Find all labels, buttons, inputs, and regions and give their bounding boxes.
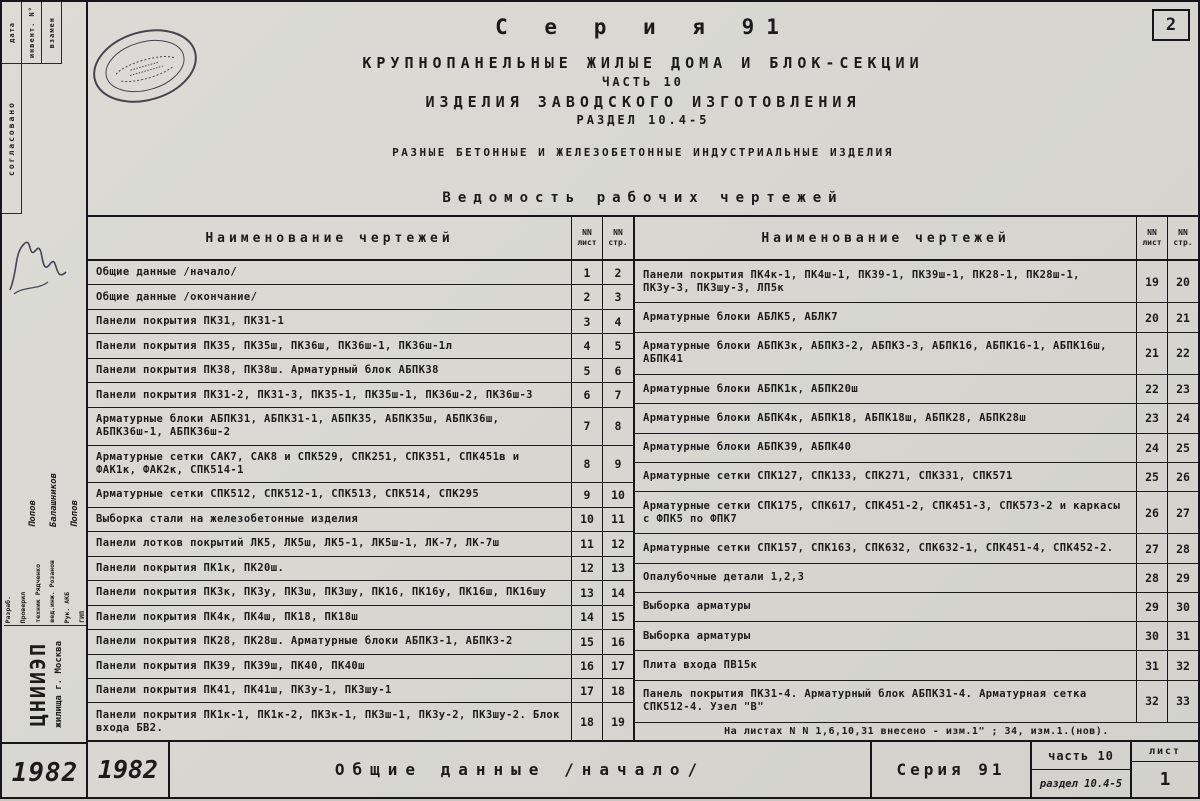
table-row (88, 382, 633, 406)
sheet-number: 31 (1136, 651, 1167, 679)
table-row (635, 592, 1198, 621)
sheet-column-header (1136, 217, 1167, 259)
table-row (88, 333, 633, 357)
drawing-name: Арматурные сетки СПК157, СПК163, СПК632, СПК632-1, СПК451-4, СПК452-2. (643, 541, 1114, 554)
table-row (88, 678, 633, 702)
page-number-cell: 7 (602, 383, 633, 406)
table-row (88, 605, 633, 629)
page-number-cell: 2 (602, 261, 633, 284)
table-row (88, 556, 633, 580)
table-row (88, 445, 633, 483)
sheet-header-bottom: лист (577, 238, 597, 247)
drawing-name: Арматурные сетки СПК512, СПК512-1, СПК513, СПК514, СПК295 (96, 488, 480, 501)
sheet-number: 22 (1136, 375, 1167, 403)
part-label: часть 10 (1032, 742, 1130, 770)
table-row (88, 702, 633, 740)
document-header (88, 2, 1198, 215)
role-label: Рук. АКБ (63, 591, 72, 623)
sheet-number: 26 (1136, 492, 1167, 533)
title-block-year: 1982 (88, 742, 170, 797)
sheet-number: 3 (571, 310, 602, 333)
title-block-doc-title: Общие данные /начало/ (170, 742, 872, 797)
table-header-right (635, 217, 1198, 261)
left-sidebar (2, 2, 88, 797)
sheet-number: 14 (571, 606, 602, 629)
drawing-name: Панели покрытия ПК41, ПК41ш, ПК3у-1, ПК3шу-1 (96, 684, 392, 697)
table-row (635, 403, 1198, 432)
agreed-label: согласовано (7, 101, 16, 176)
drawing-name: Панель покрытия ПК31-4. Арматурный блок АБПК31-4. Арматурная сетка СПК512-4. Узел "В" (643, 688, 1087, 714)
sheet-header-bottom: лист (1142, 238, 1162, 247)
drawing-name: Арматурные сетки САК7, САК8 и СПК529, СПК251, СПК351, СПК451в и ФАК1к, ФАК2к, СПК514-1 (96, 450, 520, 476)
table-row (88, 654, 633, 678)
table-header-left (88, 217, 633, 261)
table-row (635, 680, 1198, 722)
page-number-cell: 22 (1167, 333, 1198, 374)
drawing-name: Выборка стали на железобетонные изделия (96, 512, 359, 525)
sheet-number: 24 (1136, 434, 1167, 462)
sheet-number: 8 (571, 446, 602, 483)
table-row (88, 531, 633, 555)
sheet-number: 32 (1136, 681, 1167, 722)
sheet-label: лист (1132, 742, 1198, 762)
table-title: Ведомость рабочих чертежей (442, 190, 844, 206)
drawing-name: Арматурные блоки АБПК31, АБПК31-1, АБПК35, АБПК35ш, АБПК36ш, АБПК36ш-1, АБПК36ш-2 (96, 413, 500, 439)
signature-name: Попов (27, 499, 38, 527)
sheet-number: 17 (571, 679, 602, 702)
sheet-number: 13 (571, 581, 602, 604)
page-number-cell: 23 (1167, 375, 1198, 403)
page-column-header (602, 217, 633, 259)
signature-name: Попов (70, 499, 81, 527)
table-row (635, 650, 1198, 679)
page-number-cell: 8 (602, 408, 633, 445)
drawing-name: Арматурные блоки АБПК4к, АБПК18, АБПК18ш, АБПК28, АБПК28ш (643, 411, 1027, 424)
label-inventory (22, 2, 42, 64)
page-header-bottom: стр. (1173, 238, 1193, 247)
table-rows-left (88, 261, 633, 740)
name-column-header: Наименование чертежей (761, 230, 1010, 246)
drawing-name: Панели покрытия ПК35, ПК35ш, ПК36ш, ПК36ш-1, ПК36ш-1л (96, 339, 453, 352)
section-label: раздел 10.4-5 (1039, 777, 1123, 790)
role-label: техник Рядченко (33, 564, 42, 623)
drawing-name: Панели покрытия ПК1к-1, ПК1к-2, ПК3к-1, ПК3ш-1, ПК3у-2, ПК3шу-2. Блок входа БВ2. (96, 708, 560, 734)
signature-scribble (4, 220, 74, 298)
roles-zone (4, 530, 86, 626)
page-number-cell: 14 (602, 581, 633, 604)
page-number-cell: 20 (1167, 261, 1198, 302)
sheet-number: 1 (571, 261, 602, 284)
drawing-name: Панели покрытия ПК31, ПК31-1 (96, 315, 285, 328)
drawings-table (88, 215, 1198, 740)
table-row (635, 302, 1198, 331)
products-subtitle: ИЗДЕЛИЯ ЗАВОДСКОГО ИЗГОТОВЛЕНИЯ (425, 93, 861, 111)
table-row (88, 309, 633, 333)
sheet-number: 4 (571, 334, 602, 357)
title-block-sheet (1132, 742, 1198, 797)
corner-page-number: 2 (1165, 15, 1177, 35)
page-number-cell: 27 (1167, 492, 1198, 533)
page-number-cell: 17 (602, 655, 633, 678)
signature-name: Балашников (48, 472, 59, 527)
sheet-number: 12 (571, 557, 602, 580)
drawing-name: Панели покрытия ПК28, ПК28ш. Арматурные блоки АБПК3-1, АБПК3-2 (96, 635, 513, 648)
organization-cell (2, 626, 88, 744)
drawing-name: Арматурные блоки АБПК1к, АБПК20ш (643, 382, 859, 395)
revision-note: На листах N N 1,6,10,31 внесено - изм.1" ; 34, изм.1.(нов). (635, 722, 1198, 740)
series-title: С е р и я 91 (495, 15, 791, 39)
drawing-name: Арматурные сетки СПК127, СПК133, СПК271, СПК331, СПК571 (643, 470, 1013, 483)
page-number-cell: 12 (602, 532, 633, 555)
page-number-cell: 30 (1167, 593, 1198, 621)
page-number-cell: 33 (1167, 681, 1198, 722)
name-column-header: Наименование чертежей (205, 230, 454, 246)
part-subtitle: ЧАСТЬ 10 (602, 75, 684, 89)
drawing-name: Панели покрытия ПК31-2, ПК31-3, ПК35-1, ПК35ш-1, ПК36ш-2, ПК36ш-3 (96, 388, 533, 401)
sheet-header-top: NN (582, 227, 592, 237)
description-subtitle: РАЗНЫЕ БЕТОННЫЕ И ЖЕЛЕЗОБЕТОННЫЕ ИНДУСТРИАЛЬНЫЕ ИЗДЕЛИЯ (392, 146, 894, 159)
drawing-name: Панели покрытия ПК1к, ПК20ш. (96, 561, 285, 574)
sheet-number: 23 (1136, 404, 1167, 432)
date-label: дата (7, 22, 16, 43)
drawing-name: Плита входа ПВ15к (643, 658, 758, 671)
page-number-cell: 6 (602, 359, 633, 382)
page-number-cell: 15 (602, 606, 633, 629)
page-header-top: NN (1178, 227, 1188, 237)
sheet-number: 28 (1136, 564, 1167, 592)
page-number-cell: 24 (1167, 404, 1198, 432)
sheet-header-top: NN (1147, 227, 1157, 237)
sheet-number: 10 (571, 508, 602, 531)
role-label: Разраб. (4, 595, 12, 623)
page-number-cell: 21 (1167, 303, 1198, 331)
sheet-number: 15 (571, 630, 602, 653)
page-number-cell: 9 (602, 446, 633, 483)
drawing-name: Общие данные /начало/ (96, 266, 238, 279)
drawing-name: Выборка арматуры (643, 629, 751, 642)
year-value: 1982 (11, 757, 79, 788)
sheet-number-value: 1 (1159, 769, 1171, 790)
role-label: вед.инж. Розанов (48, 560, 57, 623)
table-row (88, 629, 633, 653)
table-row (88, 507, 633, 531)
sheet-column-header (571, 217, 602, 259)
sheet-number: 5 (571, 359, 602, 382)
page-number-cell: 11 (602, 508, 633, 531)
page-number-cell: 18 (602, 679, 633, 702)
drawing-name: Панели покрытия ПК39, ПК39ш, ПК40, ПК40ш (96, 659, 365, 672)
title-block-series: Серия 91 (872, 742, 1032, 797)
drawing-name: Панели покрытия ПК3к, ПК3у, ПК3ш, ПК3шу, ПК16, ПК16у, ПК16ш, ПК16шу (96, 586, 547, 599)
sheet-number: 19 (1136, 261, 1167, 302)
drawing-name: Выборка арматуры (643, 600, 751, 613)
page-number-cell: 26 (1167, 463, 1198, 491)
drawing-name: Арматурные блоки АБЛК5, АБЛК7 (643, 310, 838, 323)
page-number-cell: 16 (602, 630, 633, 653)
page-number-cell: 3 (602, 285, 633, 308)
table-row (635, 621, 1198, 650)
drawing-name: Опалубочные детали 1,2,3 (643, 571, 805, 584)
drawings-table-right (633, 217, 1198, 740)
sheet-number: 30 (1136, 622, 1167, 650)
sheet-number: 25 (1136, 463, 1167, 491)
sheet-number: 7 (571, 408, 602, 445)
inventory-label: инвент. N° (27, 6, 36, 59)
agreed-cell (2, 64, 22, 214)
sheet-number: 6 (571, 383, 602, 406)
table-row (88, 261, 633, 284)
organization-name: ЦНИИЭП (26, 641, 50, 727)
page-number-cell: 19 (602, 703, 633, 740)
table-row (635, 462, 1198, 491)
page-number-cell: 29 (1167, 564, 1198, 592)
table-row (635, 374, 1198, 403)
section-subtitle: РАЗДЕЛ 10.4-5 (576, 113, 710, 127)
drawings-table-left (88, 217, 633, 740)
sheet-number: 21 (1136, 333, 1167, 374)
role-label: ГИП (77, 611, 86, 623)
page-column-header (1167, 217, 1198, 259)
page-number-cell: 32 (1167, 651, 1198, 679)
sheet-number: 16 (571, 655, 602, 678)
sheet-number: 20 (1136, 303, 1167, 331)
title-block-part (1032, 742, 1132, 797)
drawing-name: Арматурные блоки АБПК39, АБПК40 (643, 441, 852, 454)
drawing-name: Панели покрытия ПК4к-1, ПК4ш-1, ПК39-1, ПК39ш-1, ПК28-1, ПК28ш-1, ПК3у-3, ПК3шу-3, ЛП5к (643, 268, 1080, 294)
table-row (88, 482, 633, 506)
drawing-name: Общие данные /окончание/ (96, 290, 258, 303)
table-row (88, 358, 633, 382)
main-title: КРУПНОПАНЕЛЬНЫЕ ЖИЛЫЕ ДОМА И БЛОК-СЕКЦИИ (362, 54, 924, 72)
label-date (2, 2, 22, 64)
table-row (88, 284, 633, 308)
table-row (88, 580, 633, 604)
drawing-name: Арматурные сетки СПК175, СПК617, СПК451-2, СПК451-3, СПК573-2 и каркасы с ФПК5 по ФПК7 (643, 499, 1121, 525)
page-number-cell: 10 (602, 483, 633, 506)
table-row (88, 407, 633, 445)
page-header-top: NN (613, 227, 623, 237)
page-number-cell: 13 (602, 557, 633, 580)
table-row (635, 332, 1198, 374)
organization-city: жилища г. Москва (54, 640, 64, 728)
sheet-number: 11 (571, 532, 602, 555)
sheet-number: 29 (1136, 593, 1167, 621)
signatures-zone (22, 302, 86, 527)
table-row (635, 563, 1198, 592)
page-number-cell: 31 (1167, 622, 1198, 650)
year-cell (2, 744, 88, 801)
page-number-cell: 28 (1167, 534, 1198, 562)
drawing-name: Панели лотков покрытий ЛК5, ЛК5ш, ЛК5-1, ЛК5ш-1, ЛК-7, ЛК-7ш (96, 537, 500, 550)
drawing-name: Панели покрытия ПК4к, ПК4ш, ПК18, ПК18ш (96, 610, 359, 623)
page-number-cell: 5 (602, 334, 633, 357)
replaced-label: взамен (47, 16, 56, 49)
sheet-number: 27 (1136, 534, 1167, 562)
table-rows-right (635, 261, 1198, 722)
sheet-number: 18 (571, 703, 602, 740)
page-number-cell: 25 (1167, 434, 1198, 462)
table-row (635, 491, 1198, 533)
sheet-number: 9 (571, 483, 602, 506)
table-row (635, 433, 1198, 462)
label-replaced (42, 2, 62, 64)
title-block (88, 740, 1198, 797)
drawing-name: Панели покрытия ПК38, ПК38ш. Арматурный блок АБПК38 (96, 364, 439, 377)
table-row (635, 261, 1198, 302)
page-header-bottom: стр. (608, 238, 628, 247)
role-label: Проверил (18, 591, 27, 623)
drawing-name: Арматурные блоки АБПК3к, АБПК3-2, АБПК3-3, АБПК16, АБПК16-1, АБПК16ш, АБПК41 (643, 340, 1107, 366)
sheet-number: 2 (571, 285, 602, 308)
page-number-cell: 4 (602, 310, 633, 333)
table-row (635, 533, 1198, 562)
